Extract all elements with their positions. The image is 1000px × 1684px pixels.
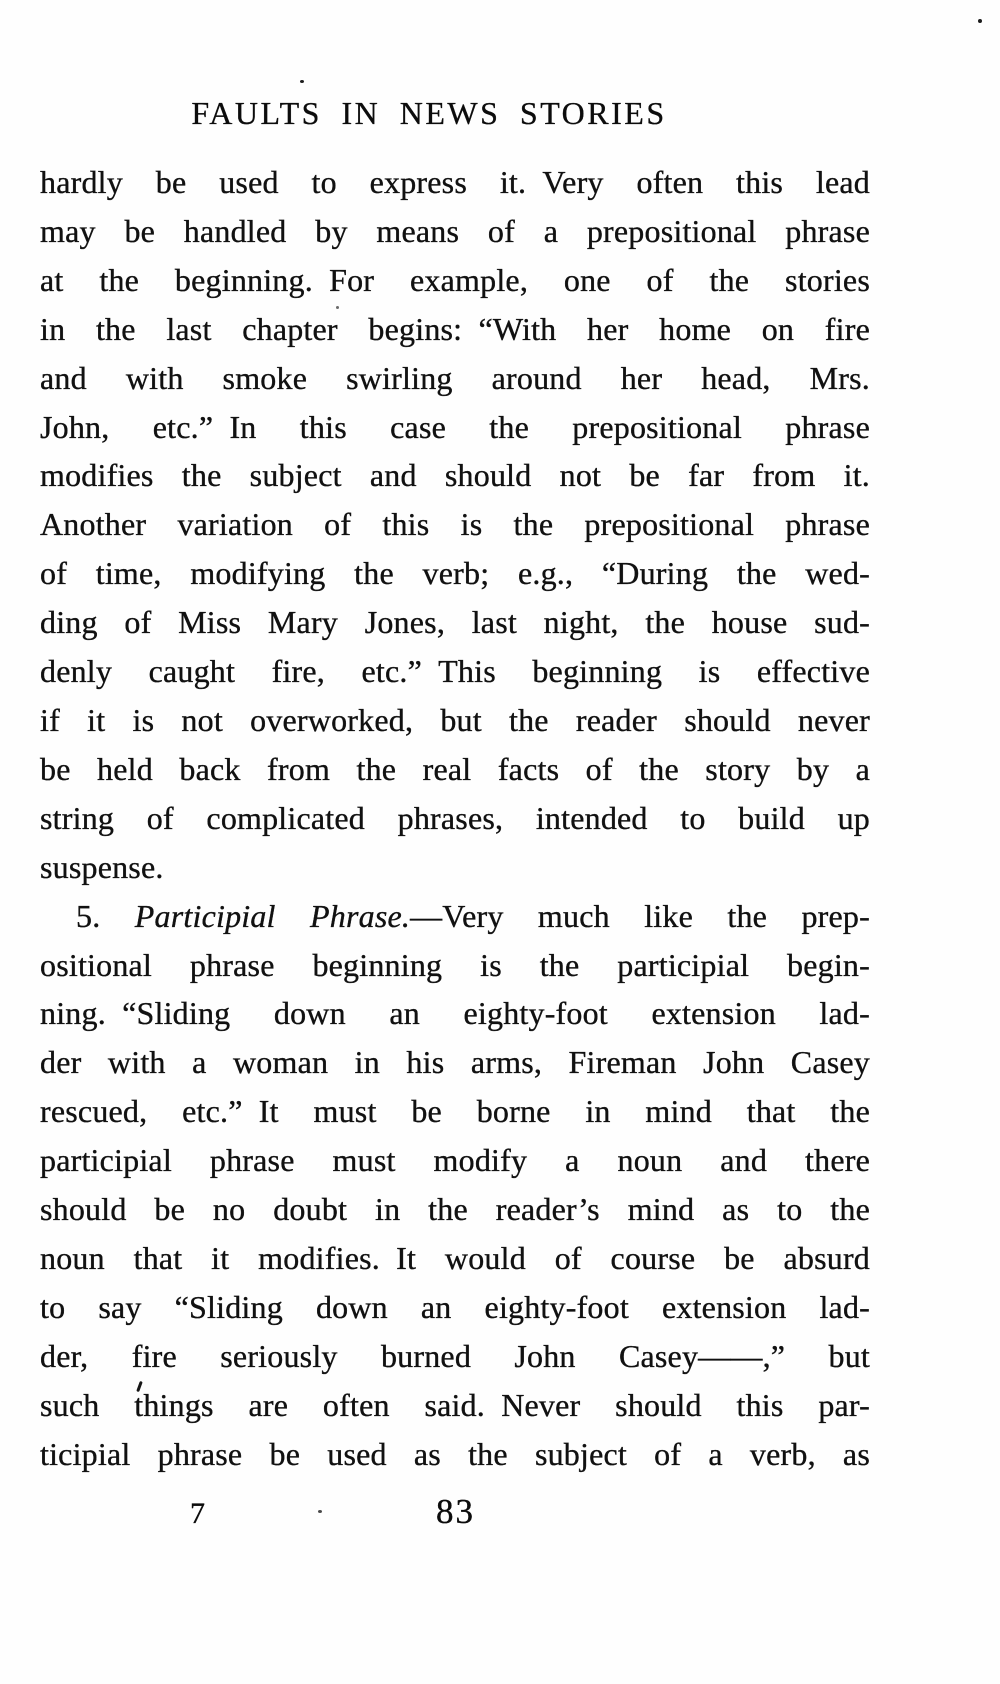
text-line: der, fire seriously burned John Casey——,” but bbox=[40, 1337, 870, 1374]
text-line: and with smoke swirling around her head, Mrs. bbox=[40, 359, 870, 396]
text-line: denly caught fire, etc.” This beginning is effective bbox=[40, 653, 870, 690]
ink-speck bbox=[300, 80, 304, 83]
text-line: string of complicated phrases, intended to build up bbox=[40, 799, 870, 836]
text-line: participial phrase must modify a noun and there bbox=[40, 1142, 870, 1179]
text-line: to say “Sliding down an eighty-foot extension lad- bbox=[40, 1288, 870, 1325]
text-line: John, etc.” In this case the prepositional phrase bbox=[40, 408, 870, 445]
text-line: Another variation of this is the prepositional phrase bbox=[40, 506, 870, 543]
footer-page-number: 83 bbox=[436, 1492, 475, 1531]
text-line: der with a woman in his arms, Fireman John Casey bbox=[40, 1044, 870, 1081]
text-line: noun that it modifies. It would of course be absurd bbox=[40, 1239, 870, 1276]
text-segment: —Very much like the prep- bbox=[410, 897, 870, 934]
running-head-title: FAULTS IN NEWS STORIES bbox=[191, 95, 667, 131]
text-line: such things are often said. Never should this par- bbox=[40, 1386, 870, 1423]
text-line: hardly be used to express it. Very often this lead bbox=[40, 164, 870, 200]
text-line: may be handled by means of a prepositional phrase bbox=[40, 212, 870, 249]
footer-signature-number: 7 bbox=[190, 1497, 205, 1530]
text-line: ositional phrase beginning is the participial begin- bbox=[40, 946, 870, 983]
text-line: in the last chapter begins: “With her home on fire bbox=[40, 310, 870, 347]
text-line: be held back from the real facts of the story by a bbox=[40, 750, 870, 787]
text-line: of time, modifying the verb; e.g., “During the wed- bbox=[40, 555, 870, 592]
body-text bbox=[40, 158, 870, 1478]
text-line: at the beginning. For example, one of the stories bbox=[40, 261, 870, 298]
ink-speck bbox=[978, 19, 982, 23]
text-line: modifies the subject and should not be far from it. bbox=[40, 457, 870, 494]
text-line: ning. “Sliding down an eighty-foot extension lad- bbox=[40, 995, 870, 1032]
text-line bbox=[40, 892, 870, 941]
italic-phrase: Participial Phrase. bbox=[134, 897, 411, 934]
text-segment: 5. bbox=[76, 897, 135, 934]
text-line: ding of Miss Mary Jones, last night, the house sud- bbox=[40, 604, 870, 641]
text-line: should be no doubt in the reader’s mind as to the bbox=[40, 1191, 870, 1228]
ink-speck bbox=[318, 1510, 322, 1513]
text-line: ticipial phrase be used as the subject of a verb, as bbox=[40, 1435, 870, 1472]
text-line: if it is not overworked, but the reader should never bbox=[40, 701, 870, 738]
text-line: suspense. bbox=[40, 848, 164, 885]
text-line: rescued, etc.” It must be borne in mind that the bbox=[40, 1093, 870, 1130]
